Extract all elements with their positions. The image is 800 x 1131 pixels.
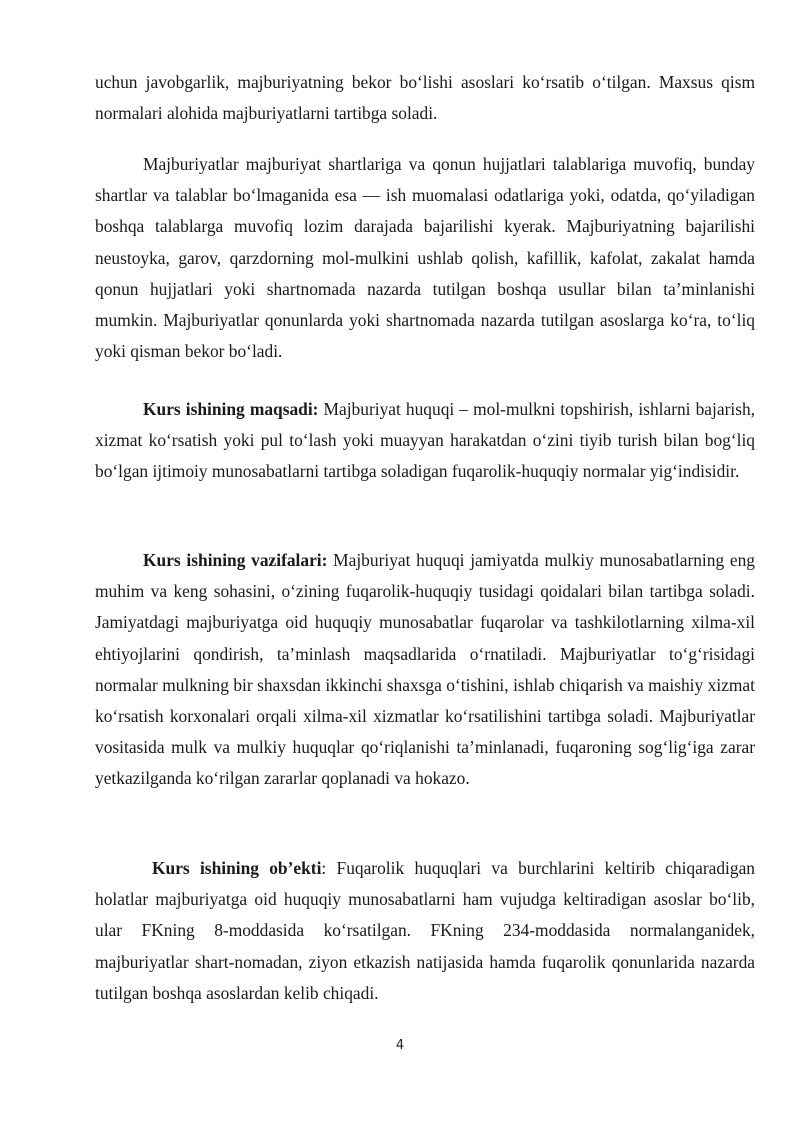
paragraph-text: Majburiyatlar majburiyat shartlariga va qonun hujjatlari talablariga muvofiq, bunday shartlar va talablar bo‘lmaganida esa — ish muomalasi odatlariga yoki, odatda, qo‘yiladigan boshqa talablarga muvofiq lozim darajada bajarilishi kyerak. Majburiyatning bajarilishi neustoyka, garov, qarzdorning mol-mulkini ushlab qolish, kafillik, kafolat, zakalat hamda qonun hujjatlari yoki shartnomada nazarda tutilgan boshqa usullar bilan ta’minlanishi mumkin. Majburiyatlar qonunlarda yoki shartnomada nazarda tutilgan asoslarga ko‘ra, to‘liq yoki qisman bekor bo‘ladi.	[95, 154, 755, 362]
paragraph-text: Majburiyat huquqi – mol-mulkni topshirish, ishlarni bajarish, xizmat ko‘rsatish yoki pul to‘lash yoki muayyan harakatdan o‘zini tiyib turish bilan bog‘liq bo‘lgan ijtimoiy munosabatlarni tartibga soladigan fuqarolik-huquqiy normalar yig‘indisidir.	[95, 399, 755, 482]
paragraph-course-tasks	[95, 545, 755, 795]
paragraph-course-goal	[95, 394, 755, 488]
paragraph-text: Majburiyat huquqi jamiyatda mulkiy munosabatlarning eng muhim va keng sohasini, o‘zining fuqarolik-huquqiy tusidagi qoidalari bilan tartibga soladi. Jamiyatdagi majburiyatga oid huquqiy munosabatlar fuqarolar va tashkilotlarning xilma-xil ehtiyojlarini qondirish, ta’minlash maqsadlarida o‘rnatiladi. Majburiyatlar to‘g‘risidagi normalar mulkning bir shaxsdan ikkinchi shaxsga o‘tishini, ishlab chiqarish va maishiy xizmat ko‘rsatish korxonalari orqali xilma-xil xizmatlar ko‘rsatilishini tartibga soladi. Majburiyatlar vositasida mulk va mulkiy huquqlar qo‘riqlanishi ta’minlanadi, fuqaroning sog‘lig‘iga zarar yetkazilganda ko‘rilgan zararlar qoplanadi va hokazo.	[95, 550, 755, 789]
paragraph-text: : Fuqarolik huquqlari va burchlarini keltirib chiqaradigan holatlar majburiyatga oid huquqiy munosabatlarni ham vujudga keltiradigan asoslar bo‘lib, ular FKning 8-moddasida ko‘rsatilgan. FKning 234-moddasida normalanganidek, majburiyatlar shart-nomadan, ziyon etkazish natijasida hamda fuqarolik qonunlarida nazarda tutilgan boshqa asoslardan kelib chiqadi.	[95, 858, 755, 1003]
section-heading-object: Kurs ishining ob’ekti	[152, 858, 322, 878]
section-heading-goal: Kurs ishining maqsadi:	[143, 399, 319, 419]
page-number: 4	[395, 1038, 405, 1053]
paragraph-intro-continuation	[95, 67, 755, 129]
paragraph-obligations-performance	[95, 149, 755, 367]
paragraph-course-object	[95, 853, 755, 1009]
section-heading-tasks: Kurs ishining vazifalari:	[143, 550, 328, 570]
paragraph-text: uchun javobgarlik, majburiyatning bekor bo‘lishi asoslari ko‘rsatib o‘tilgan. Maxsus qism normalari alohida majburiyatlarni tartibga soladi.	[95, 72, 755, 124]
